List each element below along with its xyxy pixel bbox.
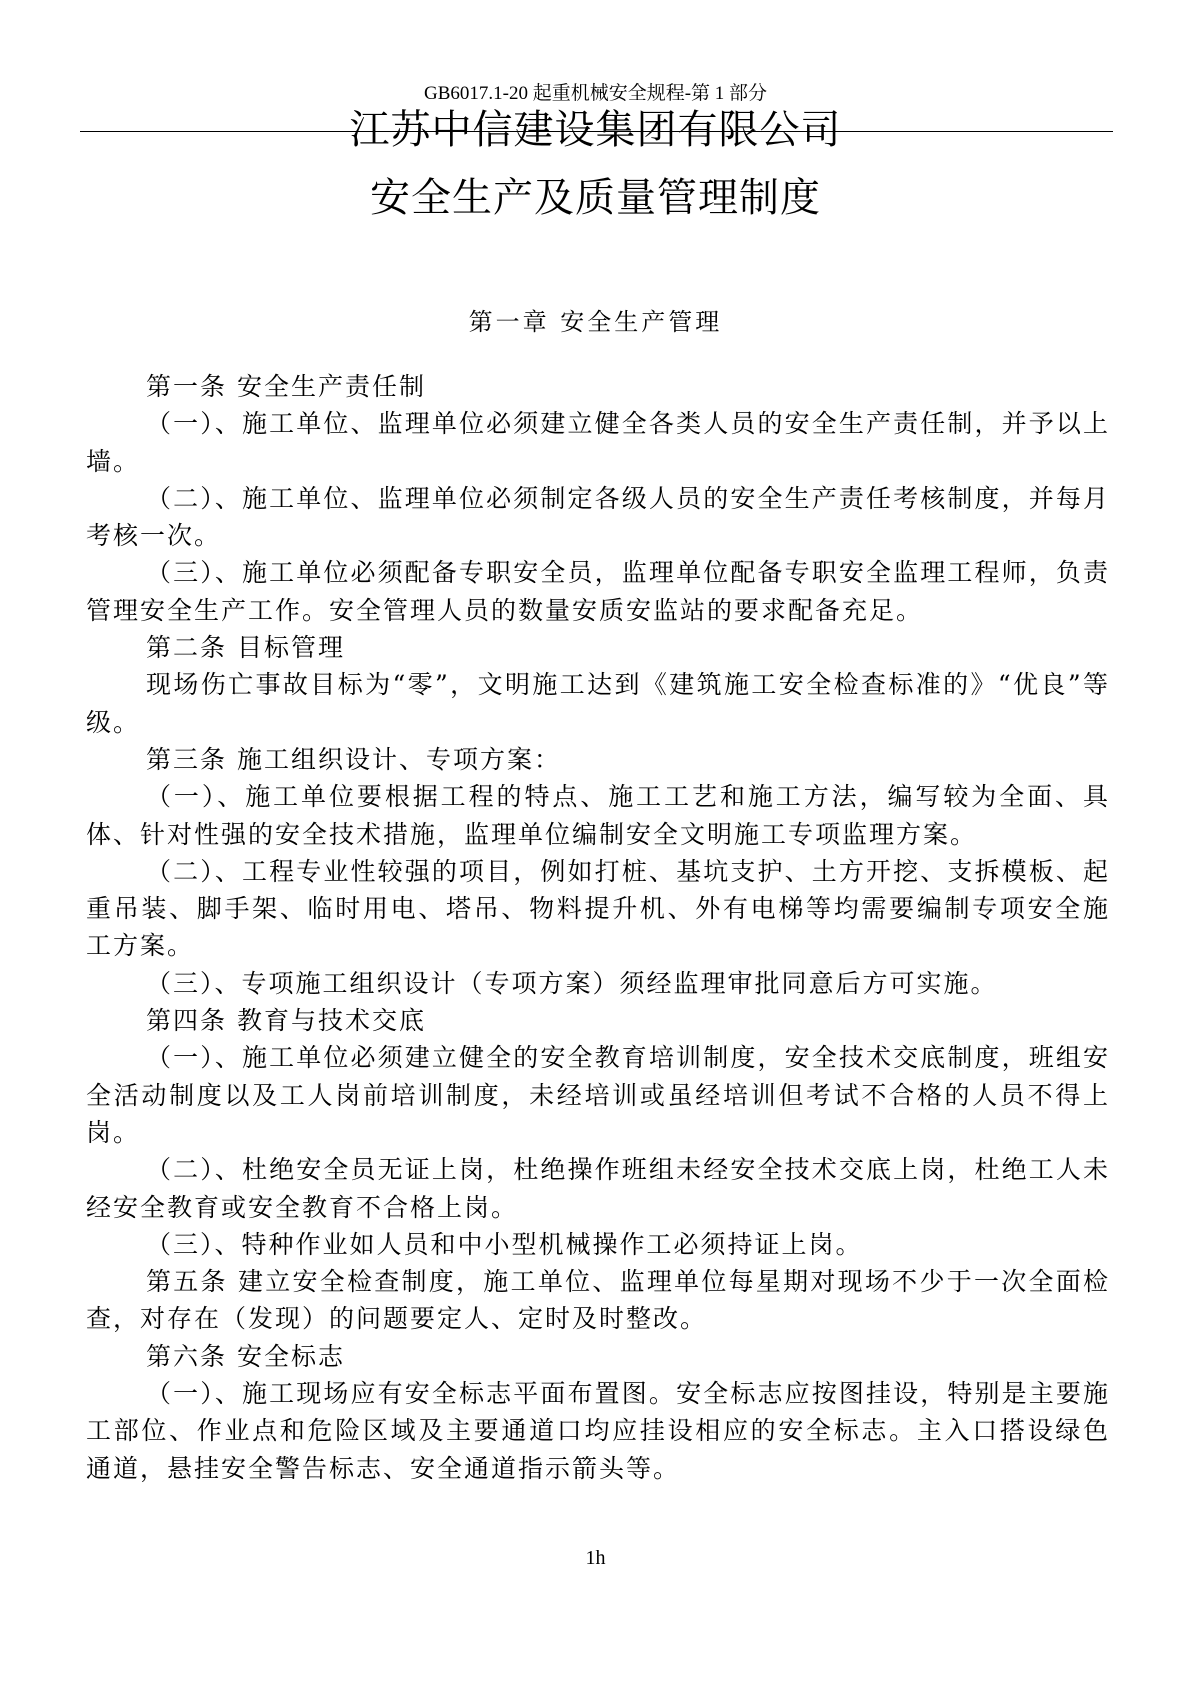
clause-paragraph: （三）、施工单位必须配备专职安全员，监理单位配备专职安全监理工程师，负责管理安全生产工作。安全管理人员的数量安质安监站的要求配备充足。 [86, 558, 1110, 625]
clause-paragraph: （二）、施工单位、监理单位必须制定各级人员的安全生产责任考核制度，并每月考核一次。 [86, 483, 1110, 551]
clause-paragraph: （二）、工程专业性较强的项目，例如打桩、基坑支护、土方开挖、支拆模板、起重吊装、脚手架、临时用电、塔吊、物料提升机、外有电梯等均需要编制专项安全施工方案。 [86, 856, 1110, 961]
clause-paragraph: （三）、专项施工组织设计（专项方案）须经监理审批同意后方可实施。 [146, 968, 998, 998]
article-heading: 第三条 施工组织设计、专项方案： [146, 744, 561, 774]
clause-paragraph: （一）、施工单位、监理单位必须建立健全各类人员的安全生产责任制，并予以上墙。 [86, 409, 1110, 476]
page-number: 1h [585, 1547, 606, 1569]
body-paragraph: 现场伤亡事故目标为“零”，文明施工达到《建筑施工安全检查标准的》“优良”等级。 [86, 670, 1110, 737]
article-heading: 第四条 教育与技术交底 [146, 1006, 426, 1036]
document-body [86, 368, 1110, 1487]
clause-paragraph: （一）、施工单位要根据工程的特点、施工工艺和施工方法，编写较为全面、具体、针对性强的安全技术措施，监理单位编制安全文明施工专项监理方案。 [86, 782, 1110, 849]
article-heading: 第二条 目标管理 [146, 633, 345, 663]
clause-paragraph: （三）、特种作业如人员和中小型机械操作工必须持证上岗。 [146, 1229, 863, 1259]
clause-paragraph: （二）、杜绝安全员无证上岗，杜绝操作班组未经安全技术交底上岗，杜绝工人未经安全教育或安全教育不合格上岗。 [86, 1155, 1110, 1222]
article-paragraph: 第五条 建立安全检查制度，施工单位、监理单位每星期对现场不少于一次全面检查，对存在（发现）的问题要定人、定时及时整改。 [86, 1267, 1110, 1334]
company-name: 江苏中信建设集团有限公司 [349, 107, 842, 153]
clause-paragraph: （一）、施工现场应有安全标志平面布置图。安全标志应按图挂设，特别是主要施工部位、作业点和危险区域及主要通道口均应挂设相应的安全标志。主入口搭设绿色通道，悬挂安全警告标志、安全通道指示箭头等。 [86, 1379, 1110, 1483]
article-heading: 第六条 安全标志 [146, 1341, 345, 1371]
article-heading: 第一条 安全生产责任制 [146, 372, 426, 401]
running-header: GB6017.1-20 起重机械安全规程-第 1 部分 [423, 83, 768, 104]
clause-paragraph: （一）、施工单位必须建立健全的安全教育培训制度，安全技术交底制度，班组安全活动制度以及工人岗前培训制度，未经培训或虽经培训但考试不合格的人员不得上岗。 [86, 1043, 1110, 1147]
chapter-heading: 第一章 安全生产管理 [468, 308, 723, 336]
document-title: 安全生产及质量管理制度 [370, 175, 821, 221]
header-rule [80, 131, 1113, 132]
